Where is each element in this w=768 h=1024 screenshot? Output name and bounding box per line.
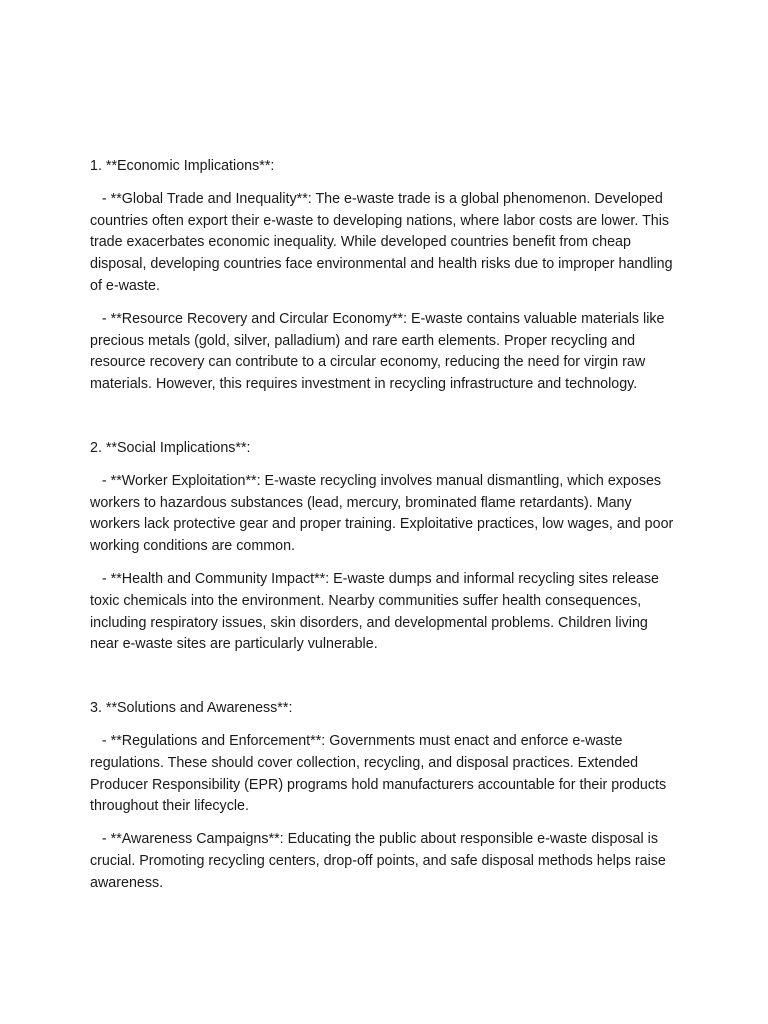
section-social-implications bbox=[90, 438, 680, 656]
section-heading: 1. **Economic Implications**: bbox=[90, 158, 275, 174]
document-page bbox=[90, 156, 680, 895]
paragraph-global-trade: - **Global Trade and Inequality**: The e-waste trade is a global phenomenon. Developed countries often export their e-waste to developing nations, where labor costs are lower. This trade exacerbates economic inequality. While developed countries benefit from cheap disposal, developing countries face environmental and health risks due to improper handling of e-waste. bbox=[90, 190, 677, 294]
paragraph-regulations: - **Regulations and Enforcement**: Governments must enact and enforce e-waste regulations. These should cover collection, recycling, and disposal practices. Extended Producer Responsibility (EPR) programs hold manufacturers accountable for their products throughout their lifecycle. bbox=[90, 732, 671, 815]
section-economic-implications bbox=[90, 156, 680, 396]
paragraph-health-community: - **Health and Community Impact**: E-waste dumps and informal recycling sites release toxic chemicals into the environment. Nearby communities suffer health consequences, including respiratory issues, skin disorders, and developmental problems. Children living near e-waste sites are particularly vulnerable. bbox=[90, 570, 663, 653]
paragraph-worker-exploitation: - **Worker Exploitation**: E-waste recycling involves manual dismantling, which exposes workers to hazardous substances (lead, mercury, brominated flame retardants). Many workers lack protective gear and proper training. Exploitative practices, low wages, and poor working conditions are common. bbox=[90, 472, 678, 555]
section-heading: 3. **Solutions and Awareness**: bbox=[90, 700, 293, 717]
paragraph-resource-recovery: - **Resource Recovery and Circular Economy**: E-waste contains valuable materials like precious metals (gold, silver, palladium) and rare earth elements. Proper recycling and resource recovery can contribute to a circular economy, reducing the need for virgin raw materials. However, this requires investment in recycling infrastructure and technology. bbox=[90, 310, 669, 393]
paragraph-awareness-campaigns: - **Awareness Campaigns**: Educating the public about responsible e-waste disposal is crucial. Promoting recycling centers, drop-off points, and safe disposal methods helps raise awareness. bbox=[90, 831, 670, 891]
section-solutions-awareness bbox=[90, 698, 680, 894]
section-heading: 2. **Social Implications**: bbox=[90, 439, 251, 456]
